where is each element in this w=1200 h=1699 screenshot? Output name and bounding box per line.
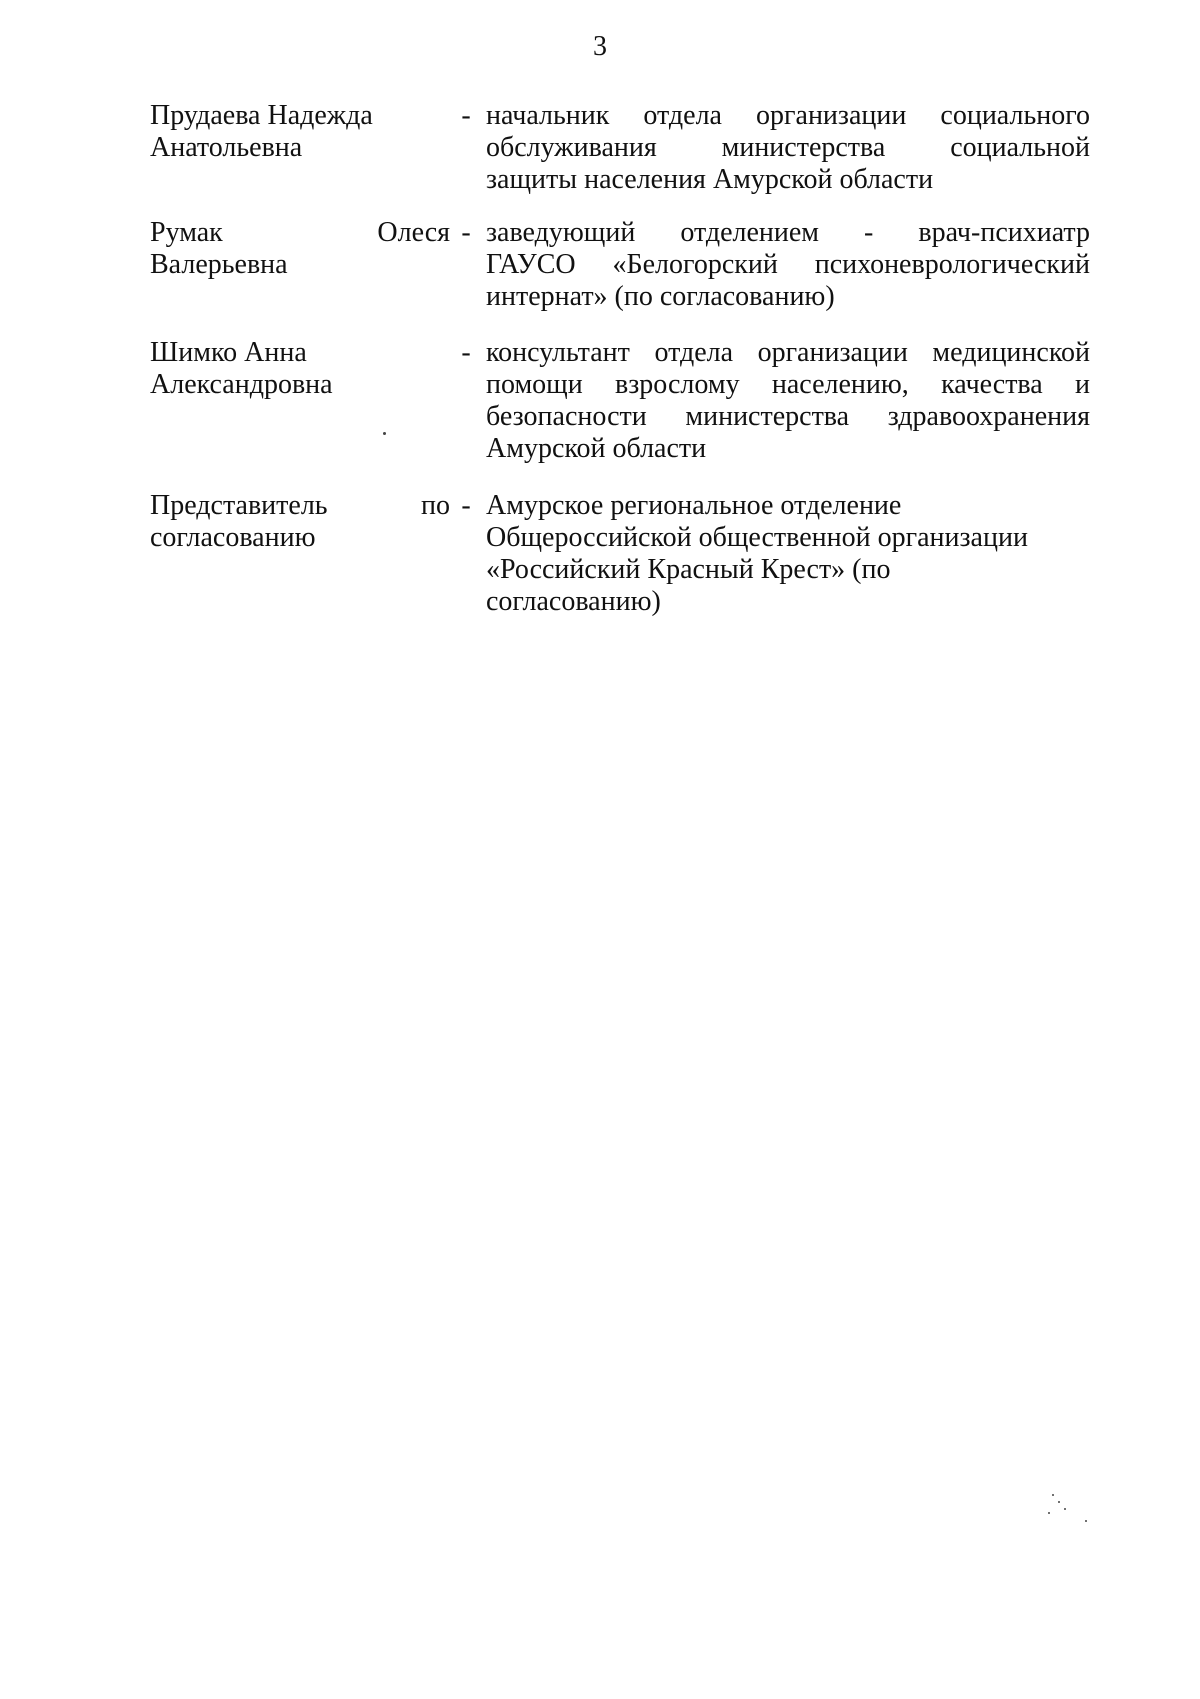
member-name-line: Валерьевна [150,249,288,280]
scan-speck [1048,1512,1050,1514]
position-line: Амурское региональное отделение [486,490,902,521]
member-name-line: Александровна [150,369,333,400]
position-line: Общероссийской общественной организации [486,522,1028,553]
member-name-part: Представитель [150,490,328,521]
position-line: согласованию) [486,586,661,617]
position-line: Амурской области [486,433,707,464]
position-line: помощи взрослому населению, качества и [486,369,1090,400]
commission-member-entry [150,217,1090,357]
member-name-line [150,217,450,249]
member-name-line: Шимко Анна [150,337,307,368]
position-line: обслуживания министерства социальной [486,132,1090,163]
member-name [150,100,450,164]
dash-separator: - [461,217,471,248]
member-name [150,337,450,401]
member-name [150,490,450,554]
position-line: ГАУСО «Белогорский психоневрологический [486,249,1090,280]
scan-speck [1085,1520,1087,1522]
position-line: защиты населения Амурской области [486,164,934,195]
scan-speck [1052,1494,1054,1496]
member-first-name: Олеся [377,217,450,248]
member-name-line: Анатольевна [150,132,303,163]
scan-speck [1058,1501,1060,1503]
member-name [150,217,450,281]
position-line: «Российский Красный Крест» (по [486,554,891,585]
member-position [486,337,1090,465]
page-number: 3 [593,31,607,62]
member-name-line [150,490,450,522]
commission-member-entry [150,337,1090,477]
member-surname: Румак [150,217,223,248]
member-position [486,490,1090,618]
member-name-part: по [421,490,450,521]
position-line: консультант отдела организации медицинской [486,337,1090,368]
member-position [486,217,1090,313]
dash-separator: - [461,337,471,368]
position-line: интернат» (по согласованию) [486,281,835,312]
dash-separator: - [461,100,471,131]
member-position [486,100,1090,196]
position-line: начальник отдела организации социального [486,100,1090,131]
commission-member-entry [150,490,1090,630]
position-line: безопасности министерства здравоохранения [486,401,1090,432]
member-name-line: Прудаева Надежда [150,100,373,131]
position-line: заведующий отделением - врач-психиатр [486,217,1090,248]
scan-speck [383,432,386,435]
member-name-line: согласованию [150,522,316,553]
dash-separator: - [461,490,471,521]
scan-speck [1064,1508,1066,1510]
